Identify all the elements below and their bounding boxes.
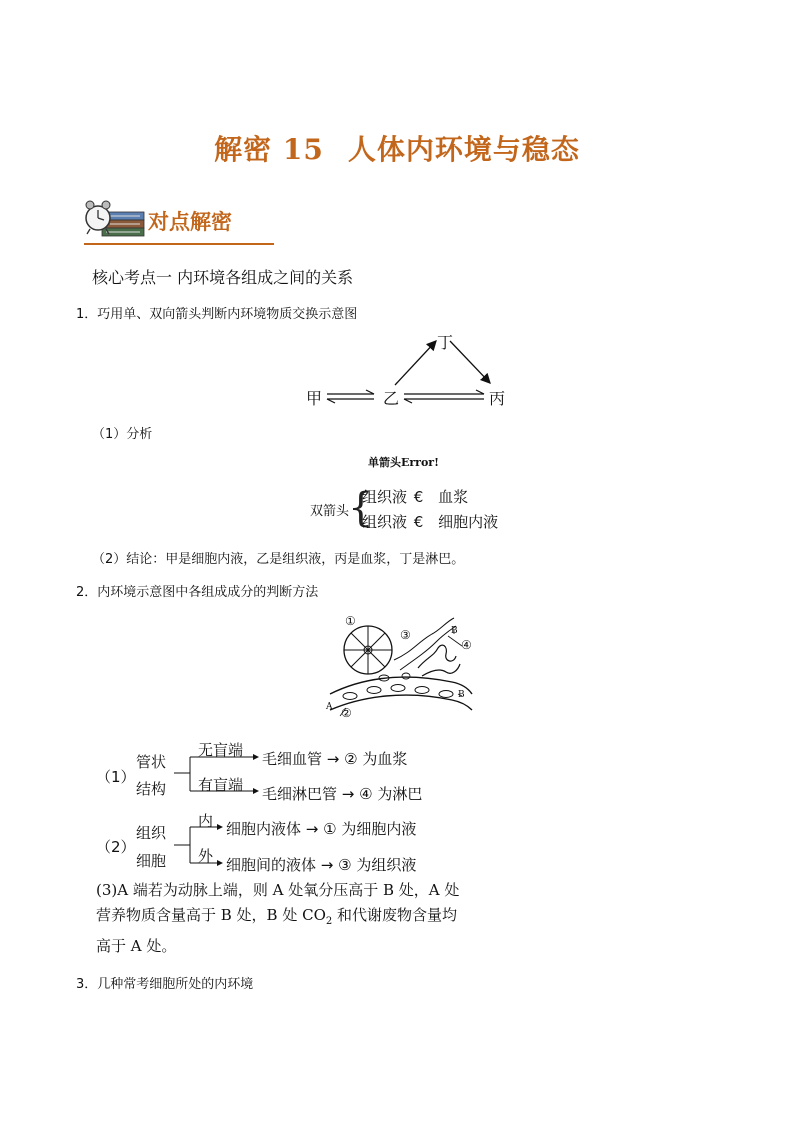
exchange-diagram bbox=[300, 325, 520, 415]
part1-cat-line2: 结构 bbox=[136, 780, 167, 798]
part2-result2: 细胞间的液体 → ③ 为组织液 bbox=[226, 856, 417, 874]
topic-heading: 核心考点一 内环境各组成之间的关系 bbox=[92, 268, 354, 287]
part1-result2: 毛细淋巴管 → ④ 为淋巴 bbox=[262, 785, 423, 803]
part3-paragraph bbox=[96, 878, 526, 959]
brace-double: { bbox=[348, 485, 374, 531]
title-main: 解密 15 bbox=[214, 133, 324, 166]
node-bing: 丙 bbox=[489, 389, 506, 408]
label-b2: B bbox=[458, 690, 465, 700]
part1-branch1: 无盲端 bbox=[198, 741, 244, 759]
part2-branch2: 外 bbox=[198, 847, 214, 865]
section-title: 对点解密 bbox=[148, 210, 232, 234]
part1-num: （1） bbox=[96, 768, 136, 786]
part3-line3: 高于 A 处。 bbox=[96, 937, 177, 955]
analysis-label: （1）分析 bbox=[92, 427, 153, 442]
label-a: A bbox=[326, 702, 333, 712]
part2-num: （2） bbox=[96, 838, 136, 856]
node-jia: 甲 bbox=[306, 389, 323, 408]
page-title bbox=[0, 128, 794, 168]
conclusion: （2）结论：甲是细胞内液，乙是组织液，丙是血浆，丁是淋巴。 bbox=[92, 552, 465, 567]
part1-cat-line1: 管状 bbox=[136, 753, 167, 771]
part1-branch2: 有盲端 bbox=[198, 776, 244, 794]
label-c1: ① bbox=[345, 614, 356, 628]
label-c2: ② bbox=[341, 706, 352, 720]
node-ding: 丁 bbox=[437, 333, 454, 352]
part2-cat-line1: 组织 bbox=[136, 824, 167, 842]
part2-cat-line2: 细胞 bbox=[136, 852, 167, 870]
node-yi: 乙 bbox=[383, 389, 400, 408]
clock-books-icon bbox=[82, 196, 148, 244]
double-arrow-label: 双箭头 bbox=[310, 504, 350, 519]
section-divider bbox=[84, 243, 274, 245]
label-c4: ④ bbox=[461, 638, 472, 652]
title-sub: 人体内环境与稳态 bbox=[347, 133, 580, 166]
label-c3: ③ bbox=[400, 628, 411, 642]
double-line-2: 组织液 € 细胞内液 bbox=[362, 513, 499, 531]
part3-line2: 营养物质含量高于 B 处，B 处 $CO_2$ 和代谢废物含量均 bbox=[96, 906, 458, 927]
part1-result1: 毛细血管 → ② 为血浆 bbox=[262, 750, 408, 768]
part2-branch1: 内 bbox=[198, 812, 214, 830]
single-arrow-note: 单箭头Error! bbox=[368, 456, 439, 469]
item3-heading: 3．几种常考细胞所处的内环境 bbox=[76, 977, 254, 992]
label-b1: B bbox=[451, 626, 458, 636]
item2-heading: 2．内环境示意图中各组成成分的判断方法 bbox=[76, 585, 319, 600]
part3-line1: (3)A 端若为动脉上端，则 A 处氧分压高于 B 处，A 处 bbox=[96, 881, 460, 899]
part2-result1: 细胞内液体 → ① 为细胞内液 bbox=[226, 820, 417, 838]
double-line-1: 组织液 € 血浆 bbox=[362, 488, 469, 506]
item1-heading: 1．巧用单、双向箭头判断内环境物质交换示意图 bbox=[76, 307, 358, 322]
